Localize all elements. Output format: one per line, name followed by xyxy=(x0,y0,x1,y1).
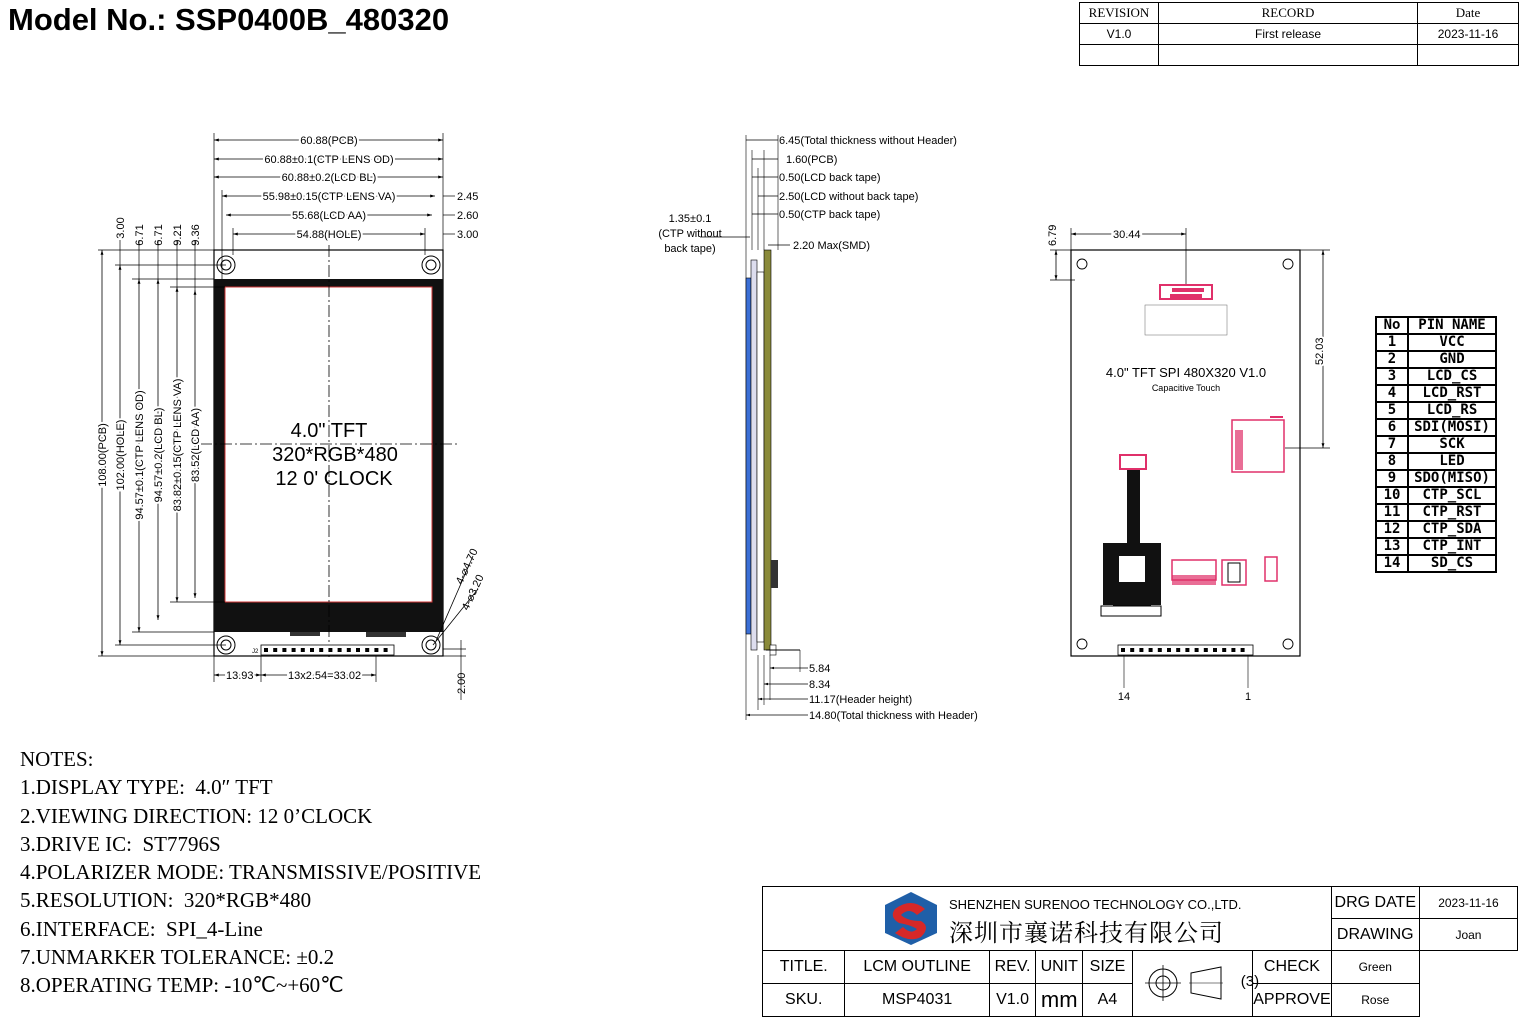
pin-name: CTP_INT xyxy=(1408,538,1496,555)
pin-number: 4 xyxy=(1376,385,1408,402)
pin-row xyxy=(1376,334,1496,351)
size-label: SIZE xyxy=(1083,951,1133,984)
model-title: Model No.: SSP0400B_480320 xyxy=(8,2,450,37)
pin-pad xyxy=(282,648,286,652)
pin-row xyxy=(1376,504,1496,521)
pin-name: LCD_CS xyxy=(1408,368,1496,385)
pin-number: 13 xyxy=(1376,538,1408,555)
pin-name: CTP_SDA xyxy=(1408,521,1496,538)
pin-row xyxy=(1376,521,1496,538)
approve-value: Rose xyxy=(1331,984,1419,1017)
company-name-cn: 深圳市襄诺科技有限公司 xyxy=(949,919,1224,947)
drg-date-label: DRG DATE xyxy=(1331,887,1419,919)
pin-pad xyxy=(1196,288,1200,292)
pin-pad xyxy=(273,648,277,652)
dim-text: 83.82±0.15(CTP LENS VA) xyxy=(172,378,184,512)
side-dim: 2.20 Max(SMD) xyxy=(793,240,871,252)
pin-number: 7 xyxy=(1376,436,1408,453)
side-dim: 1.60(PCB) xyxy=(786,154,838,166)
side-dim: 0.50(LCD back tape) xyxy=(779,172,881,184)
dim-text: 6.71 xyxy=(134,224,146,246)
pin-pad xyxy=(1167,648,1171,652)
pin-pad xyxy=(1149,648,1153,652)
note-item: 3.DRIVE IC: ST7796S xyxy=(20,831,221,856)
company-name-en: SHENZHEN SURENOO TECHNOLOGY CO.,LTD. xyxy=(949,897,1242,912)
note-item: 5.RESOLUTION: 320*RGB*480 xyxy=(20,888,312,913)
pin-pad xyxy=(1130,648,1134,652)
pin-row xyxy=(1376,453,1496,470)
company-cell xyxy=(763,887,1332,951)
side-dim: 11.17(Header height) xyxy=(809,694,913,706)
pin-number: 12 xyxy=(1376,521,1408,538)
dim-text: 30.44 xyxy=(1113,229,1141,241)
dim-text: 54.88(HOLE) xyxy=(296,229,362,241)
pin-pad xyxy=(1188,288,1192,292)
pin-name: VCC xyxy=(1408,334,1496,351)
pin-name: LED xyxy=(1408,453,1496,470)
sku-value: MSP4031 xyxy=(845,984,989,1017)
dim-text: 60.88(PCB) xyxy=(300,135,358,147)
ctp-label: (CTP without xyxy=(658,228,722,240)
pin-header-name: PIN NAME xyxy=(1408,317,1496,334)
dim-text: 102.00(HOLE) xyxy=(115,419,127,491)
notes xyxy=(20,745,481,1000)
dim-text: 55.68(LCD AA) xyxy=(292,210,366,222)
drawing-label: DRAWING xyxy=(1331,919,1419,951)
pin-name: CTP_SCL xyxy=(1408,487,1496,504)
projection-label: (3) xyxy=(1240,973,1260,990)
pin-pad xyxy=(1158,648,1162,652)
hole-callout: 4-⌀4.70 xyxy=(453,546,481,587)
pin-mark: 14 xyxy=(1117,691,1131,703)
dim-text: 55.98±0.15(CTP LENS VA) xyxy=(262,191,396,203)
pin-name: CTP_RST xyxy=(1408,504,1496,521)
pin-pad xyxy=(1195,648,1199,652)
pin-number: 5 xyxy=(1376,402,1408,419)
pin-pad xyxy=(1213,648,1217,652)
pin-name: SD_CS xyxy=(1408,555,1496,572)
approve-label: APPROVE xyxy=(1253,984,1331,1017)
rev-header-record: RECORD xyxy=(1159,3,1418,24)
connector-label: J2 xyxy=(252,649,259,655)
company-logo xyxy=(881,889,941,947)
pin-row xyxy=(1376,385,1496,402)
pin-pad xyxy=(1241,648,1245,652)
pin-row xyxy=(1376,538,1496,555)
rev-label: REV. xyxy=(989,951,1036,984)
dim-text: 60.88±0.1(CTP LENS OD) xyxy=(264,154,394,166)
pin-pad xyxy=(1139,648,1143,652)
pin-number: 8 xyxy=(1376,453,1408,470)
pin-pad xyxy=(1176,288,1180,292)
dim-text: 13.93 xyxy=(226,670,254,682)
dim-text: 2.00 xyxy=(456,672,468,694)
pin-row xyxy=(1376,487,1496,504)
dim-text: 6.71 xyxy=(153,224,165,246)
unit-label: UNIT xyxy=(1036,951,1083,984)
side-dim: 2.50(LCD without back tape) xyxy=(779,191,919,203)
pin-pad xyxy=(1185,648,1189,652)
rev-cell: 2023-11-16 xyxy=(1418,24,1519,45)
pin-number: 10 xyxy=(1376,487,1408,504)
rev-header-revision: REVISION xyxy=(1080,3,1159,24)
back-view xyxy=(1047,225,1330,703)
dim-text: 108.00(PCB) xyxy=(97,423,109,487)
pin-row xyxy=(1376,470,1496,487)
unit-value: mm xyxy=(1036,984,1083,1017)
side-dim: 6.45(Total thickness without Header) xyxy=(779,135,957,147)
pin-pad xyxy=(319,648,323,652)
drawing-value: Joan xyxy=(1419,919,1517,951)
size-value: A4 xyxy=(1083,984,1133,1017)
pin-name: SDO(MISO) xyxy=(1408,470,1496,487)
rev-value: V1.0 xyxy=(989,984,1036,1017)
dim-text: 52.03 xyxy=(1314,337,1326,365)
rev-header-date: Date xyxy=(1418,3,1519,24)
note-item: 4.POLARIZER MODE: TRANSMISSIVE/POSITIVE xyxy=(20,860,482,885)
pin-row xyxy=(1376,419,1496,436)
dim-text: 94.57±0.2(LCD BL) xyxy=(153,407,165,503)
dim-text: 60.88±0.2(LCD BL) xyxy=(281,172,377,184)
pin-number: 1 xyxy=(1376,334,1408,351)
ctp-label: back tape) xyxy=(664,243,716,255)
pin-pad xyxy=(310,648,314,652)
front-view xyxy=(97,133,487,700)
pin-pad xyxy=(384,648,388,652)
ctp-label: 1.35±0.1 xyxy=(668,213,712,225)
pin-pad xyxy=(1204,648,1208,652)
pin-table-body xyxy=(1376,334,1496,572)
pin-mark: 1 xyxy=(1244,691,1252,703)
board-subtitle: Capacitive Touch xyxy=(1151,383,1221,393)
pin-row xyxy=(1376,436,1496,453)
display-label: 4.0" TFT xyxy=(290,420,368,442)
check-value: Green xyxy=(1331,951,1419,984)
side-dim: 0.50(CTP back tape) xyxy=(779,209,881,221)
side-dim: 5.84 xyxy=(809,663,831,675)
board-title: 4.0" TFT SPI 480X320 V1.0 xyxy=(1105,365,1267,380)
pin-pad xyxy=(328,648,332,652)
projection-icon xyxy=(1145,963,1235,1003)
pin-row xyxy=(1376,368,1496,385)
pin-pad xyxy=(1184,288,1188,292)
dim-text: 2.45 xyxy=(457,191,479,203)
pin-header-no: No xyxy=(1376,317,1408,334)
pin-row xyxy=(1376,402,1496,419)
dim-text: 2.60 xyxy=(457,210,479,222)
side-dim: 14.80(Total thickness with Header) xyxy=(809,710,978,722)
pin-pad xyxy=(292,648,296,652)
pin-number: 3 xyxy=(1376,368,1408,385)
title-label: TITLE. xyxy=(763,951,845,984)
pin-pad xyxy=(338,648,342,652)
pin-row xyxy=(1376,351,1496,368)
title-block xyxy=(762,886,1518,1017)
notes-heading: NOTES: xyxy=(20,747,94,771)
dim-text: 13x2.54=33.02 xyxy=(288,670,362,682)
drg-date-value: 2023-11-16 xyxy=(1419,887,1517,919)
dim-text: 94.57±0.1(CTP LENS OD) xyxy=(134,390,146,520)
pin-number: 9 xyxy=(1376,470,1408,487)
pin-pad xyxy=(1176,648,1180,652)
dim-text: 9.36 xyxy=(190,224,202,246)
pin-pad xyxy=(1121,648,1125,652)
pin-pad xyxy=(1200,288,1204,292)
title-value: LCM OUTLINE xyxy=(845,951,989,984)
rev-cell: First release xyxy=(1159,24,1418,45)
projection-symbol xyxy=(1132,951,1260,1017)
pin-number: 6 xyxy=(1376,419,1408,436)
display-label: 12 0' CLOCK xyxy=(275,468,393,490)
pin-pad xyxy=(1231,648,1235,652)
pin-name: SCK xyxy=(1408,436,1496,453)
fpc-pins xyxy=(1172,288,1204,292)
hole-callout: 4-⌀3.20 xyxy=(459,572,487,613)
side-view xyxy=(658,135,977,722)
note-item: 2.VIEWING DIRECTION: 12 0’CLOCK xyxy=(20,803,373,828)
pin-pad xyxy=(1192,288,1196,292)
pin-pad xyxy=(264,648,268,652)
pin-name: SDI(MOSI) xyxy=(1408,419,1496,436)
pin-pad xyxy=(301,648,305,652)
pin-name: LCD_RS xyxy=(1408,402,1496,419)
check-label: CHECK xyxy=(1253,951,1331,984)
rev-cell: V1.0 xyxy=(1080,24,1159,45)
dim-text: 9.21 xyxy=(172,224,184,246)
dim-text: 83.52(LCD AA) xyxy=(190,408,202,482)
pin-pad xyxy=(347,648,351,652)
pin-pad xyxy=(374,648,378,652)
pin-table xyxy=(1375,316,1497,573)
sku-label: SKU. xyxy=(763,984,845,1017)
pin-pad xyxy=(1222,648,1226,652)
note-item: 6.INTERFACE: SPI_4-Line xyxy=(20,916,263,941)
pin-pad xyxy=(1172,288,1176,292)
dim-text: 3.00 xyxy=(457,229,479,241)
pin-pad xyxy=(1180,288,1184,292)
pin-number: 11 xyxy=(1376,504,1408,521)
pin-pad xyxy=(356,648,360,652)
note-item: 1.DISPLAY TYPE: 4.0″ TFT xyxy=(20,775,273,800)
pin-number: 2 xyxy=(1376,351,1408,368)
dim-text: 3.00 xyxy=(115,217,127,239)
dim-text: 6.79 xyxy=(1047,224,1059,246)
pin-row xyxy=(1376,555,1496,572)
note-item: 7.UNMARKER TOLERANCE: ±0.2 xyxy=(20,945,335,970)
side-dim: 8.34 xyxy=(809,679,831,691)
pin-pad xyxy=(365,648,369,652)
pin-name: LCD_RST xyxy=(1408,385,1496,402)
note-item: 8.OPERATING TEMP: -10℃~+60℃ xyxy=(20,973,344,998)
pin-number: 14 xyxy=(1376,555,1408,572)
display-label: 320*RGB*480 xyxy=(272,444,398,466)
pin-name: GND xyxy=(1408,351,1496,368)
